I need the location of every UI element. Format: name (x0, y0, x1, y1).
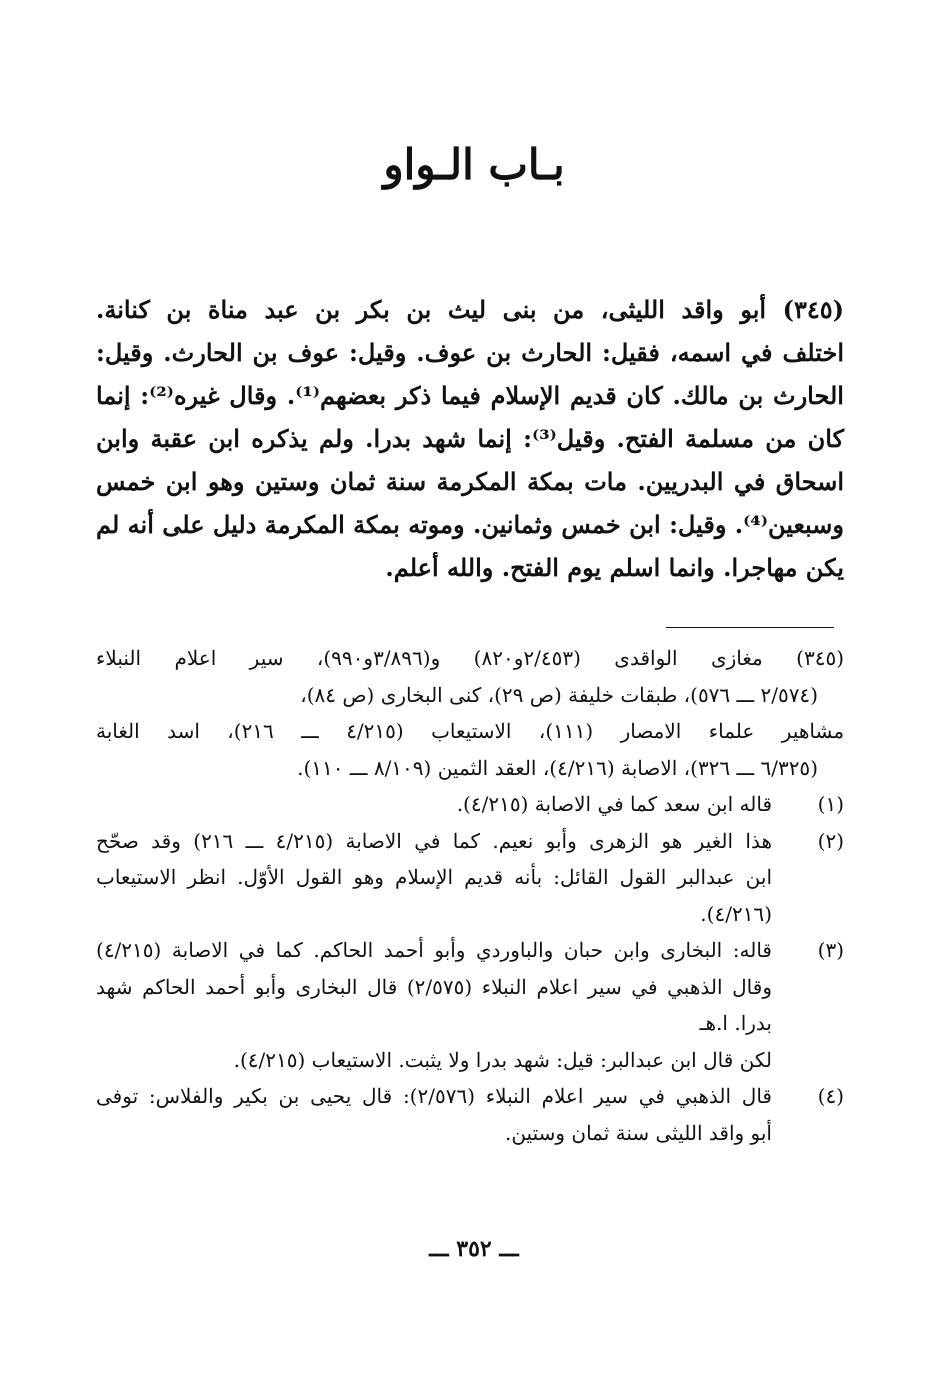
footnote-sources (96, 640, 844, 786)
footnote-line: قال الذهبي في سير اعلام النبلاء (٢/٥٧٦): قال يحيى بن بكير والفلاس: توفى (96, 1084, 772, 1108)
footnote-number: (٢) (817, 828, 844, 853)
footnote-4 (96, 1078, 844, 1151)
footnote-number: (٣) (817, 938, 844, 962)
footnote-line: لكن قال ابن عبدالبر: قيل: شهد بدرا ولا يثبت. الاستيعاب (٤/٢١٥). (233, 1047, 772, 1072)
footnote-3 (96, 932, 844, 1078)
footnote-line: بدرا. ا.هـ (699, 1011, 772, 1035)
footnote-line: هذا الغير هو الزهرى وأبو نعيم. كما في الاصابة (٤/٢١٥ ـــ ٢١٦) وقد صحّح (96, 828, 772, 853)
footnote-number: (١) (817, 792, 844, 816)
entry-line: كان من مسلمة الفتح. وقيل⁽³⁾: إنما شهد بدرا. ولم يذكره ابن عقبة وابن (96, 424, 845, 453)
footnote-line: قاله: البخارى وابن حبان والباوردي وأبو أحمد الحاكم. كما في الاصابة (٤/٢١٥) (96, 938, 772, 962)
entry-line: اسحاق في البدريين. مات بمكة المكرمة سنة ثمان وستين وهو ابن خمس (96, 467, 844, 496)
biography-entry (96, 288, 844, 589)
footnote-line: أبو واقد الليثى سنة ثمان وستين. (504, 1120, 772, 1145)
footnote-line: (٤/٢١٦). (700, 901, 772, 926)
entry-line: اختلف في اسمه، فقيل: الحارث بن عوف. وقيل: عوف بن الحارث. وقيل: (96, 338, 844, 367)
footnote-line: مشاهير علماء الامصار (١١١)، الاستيعاب (٤/٢١٥ ـــ ٢١٦)، اسد الغابة (96, 719, 845, 743)
footnote-line: ابن عبدالبر القول القائل: بأنه قديم الإسلام وهو القول الأوّل. انظر الاستيعاب (96, 865, 772, 889)
entry-line: (٣٤٥) أبو واقد الليثى، من بنى ليث بن بكر بن عبد مناة بن كنانة. (96, 295, 844, 324)
footnote-line: قاله ابن سعد كما في الاصابة (٤/٢١٥). (456, 792, 772, 816)
chapter-title: بـاب الـواو (383, 140, 565, 189)
footnote-separator (666, 627, 834, 628)
footnote-line: (٣٤٥) مغازى الواقدى (٢/٤٥٣و٨٢٠) و(٣/٨٩٦و٩٩٠)، سير اعلام النبلاء (96, 646, 844, 670)
footnote-line: وقال الذهبي في سير اعلام النبلاء (٢/٥٧٥) قال البخارى وأبو أحمد الحاكم شهد (96, 974, 772, 999)
footnote-line: (٦/٣٢٥ ـــ ٣٢٦)، الاصابة (٤/٢١٦)، العقد الثمين (٨/١٠٩ ـــ ١١٠). (297, 755, 818, 780)
footnotes (96, 640, 844, 1151)
footnote-2 (96, 823, 844, 933)
entry-line: يكن مهاجرا. وانما اسلم يوم الفتح. والله أعلم. (385, 553, 844, 582)
footnote-line: (٢/٥٧٤ ـــ ٥٧٦)، طبقات خليفة (ص ٢٩)، كنى البخارى (ص ٨٤)، (300, 682, 818, 707)
entry-line: وسبعين⁽⁴⁾. وقيل: ابن خمس وثمانين. وموته بمكة المكرمة دليل على أنه لم (96, 510, 844, 539)
page-number: ـــ ٣٥٢ ـــ (429, 1236, 519, 1262)
footnote-number: (٤) (817, 1084, 844, 1108)
entry-line: الحارث بن مالك. كان قديم الإسلام فيما ذكر بعضهم⁽¹⁾. وقال غيره⁽²⁾: إنما (96, 381, 844, 410)
footnote-1 (96, 786, 844, 823)
